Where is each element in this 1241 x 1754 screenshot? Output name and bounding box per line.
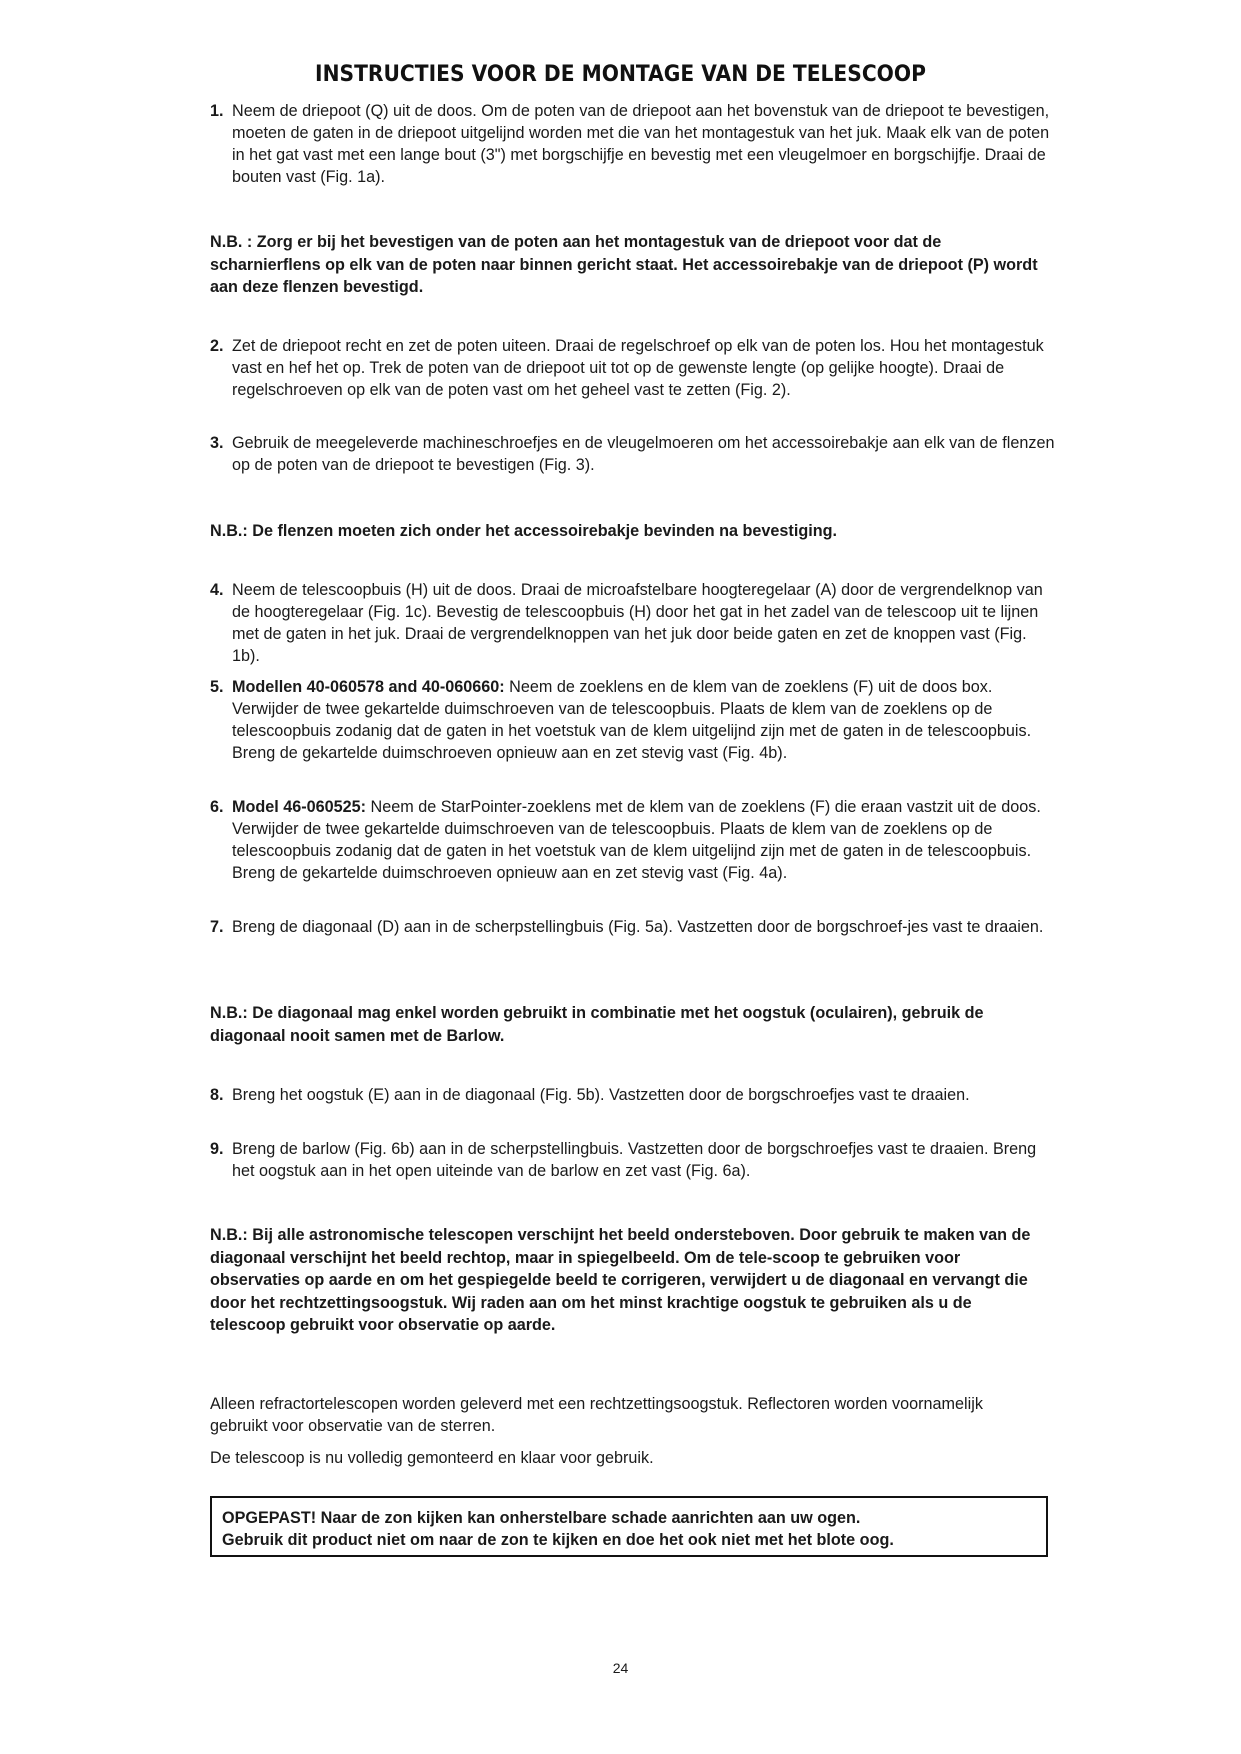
- step-3: [210, 432, 1055, 476]
- step-text: Breng de diagonaal (D) aan in de scherpstellingbuis (Fig. 5a). Vastzetten door de borgschroef-jes vast te draaien.: [232, 918, 1044, 936]
- step-body: Neem de zoeklens en de klem van de zoeklens (F) uit de doos box. Verwijder de twee gekartelde duimschroeven van de telescoopbuis. Plaats de klem van de zoeklens op de telescoopbuis zodanig dat de gaten in het voetstuk van de klem uitgelijnd zijn met de gaten in de telescoopbuis. Breng de gekartelde duimschroeven opnieuw aan en zet stevig vast (Fig. 4b).: [232, 678, 1032, 762]
- note-1: N.B. : Zorg er bij het bevestigen van de poten aan het montagestuk van de driepoot voor dat de scharnierflens op elk van de poten naar binnen gericht staat. Het accessoirebakje van de driepoot (P) wordt aan deze flenzen bevestigd.: [210, 233, 1038, 296]
- note-2: N.B.: De flenzen moeten zich onder het accessoirebakje bevinden na bevestiging.: [210, 522, 837, 540]
- step-5: [210, 676, 1055, 764]
- warning-box: [210, 1496, 1048, 1557]
- step-number: 1.: [210, 102, 224, 120]
- step-text: Neem de driepoot (Q) uit de doos. Om de poten van de driepoot aan het bovenstuk van de driepoot te bevestigen, moeten de gaten in de driepoot uitgelijnd worden met die van het montagestuk van het juk. Maak elk van de poten in het gat vast met een lange bout (3") met borgschijfje en bevestig met een vleugelmoer en borgschijfje. Draai de bouten vast (Fig. 1a).: [232, 102, 1050, 186]
- step-number: 7.: [210, 918, 224, 936]
- step-number: 4.: [210, 581, 224, 599]
- step-1: [210, 100, 1055, 188]
- step-4: [210, 579, 1055, 667]
- model-lead: Model 46-060525:: [232, 798, 367, 816]
- step-text: Breng de barlow (Fig. 6b) aan in de scherpstellingbuis. Vastzetten door de borgschroefjes vast te draaien. Breng het oogstuk aan in het open uiteinde van de barlow en zet vast (Fig. 6a).: [232, 1140, 1037, 1180]
- warning-line-1: OPGEPAST! Naar de zon kijken kan onherstelbare schade aanrichten aan uw ogen.: [222, 1509, 861, 1527]
- paragraph-refractors: Alleen refractortelescopen worden geleverd met een rechtzettingsoogstuk. Reflectoren worden voornamelijk gebruikt voor observatie van de sterren.: [210, 1395, 983, 1435]
- step-text: Breng het oogstuk (E) aan in de diagonaal (Fig. 5b). Vastzetten door de borgschroefjes vast te draaien.: [232, 1086, 970, 1104]
- step-number: 3.: [210, 434, 224, 452]
- step-text: Neem de telescoopbuis (H) uit de doos. Draai de microafstelbare hoogteregelaar (A) door de vergrendelknop van de hoogteregelaar (Fig. 1c). Bevestig de telescoopbuis (H) door het gat in het zadel van de telescoop uit te lijnen met de gaten in het juk. Draai de vergrendelknoppen van het juk door beide gaten en zet de knoppen vast (Fig. 1b).: [232, 581, 1043, 665]
- note-3: N.B.: De diagonaal mag enkel worden gebruikt in combinatie met het oogstuk (oculairen), gebruik de diagonaal nooit samen met de Barlow.: [210, 1004, 984, 1045]
- warning-line-2: Gebruik dit product niet om naar de zon te kijken en doe het ook niet met het blote oog.: [222, 1531, 894, 1549]
- step-number: 6.: [210, 798, 224, 816]
- step-2: [210, 335, 1055, 401]
- model-lead: Modellen 40-060578 and 40-060660:: [232, 678, 505, 696]
- page-title: INSTRUCTIES VOOR DE MONTAGE VAN DE TELESCOOP: [315, 62, 926, 87]
- step-text: Gebruik de meegeleverde machineschroefjes en de vleugelmoeren om het accessoirebakje aan elk van de flenzen op de poten van de driepoot te bevestigen (Fig. 3).: [232, 434, 1055, 474]
- step-text: Zet de driepoot recht en zet de poten uiteen. Draai de regelschroef op elk van de poten los. Hou het montagestuk vast en hef het op. Trek de poten van de driepoot uit tot op de gewenste lengte (op gelijke hoogte). Draai de regelschroeven op elk van de poten vast om het geheel vast te zetten (Fig. 2).: [232, 337, 1044, 399]
- step-number: 5.: [210, 678, 224, 696]
- step-7: [210, 916, 1055, 938]
- step-8: [210, 1084, 1055, 1106]
- note-4: N.B.: Bij alle astronomische telescopen verschijnt het beeld ondersteboven. Door gebruik te maken van de diagonaal verschijnt het beeld rechtop, maar in spiegelbeeld. Om de tele-scoop te gebruiken voor observaties op aarde en om het gespiegelde beeld te corrigeren, verwijdert u de diagonaal en vervangt die door het rechtzettingsoogstuk. Wij raden aan om het minst krachtige oogstuk te gebruiken als u de telescoop gebruikt voor observatie op aarde.: [210, 1226, 1031, 1334]
- step-text: [232, 796, 1055, 884]
- step-number: 2.: [210, 337, 224, 355]
- step-text: [232, 676, 1055, 764]
- step-body: Neem de StarPointer-zoeklens met de klem van de zoeklens (F) die eraan vastzit uit de doos. Verwijder de twee gekartelde duimschroeven van de telescoopbuis. Plaats de klem van de zoeklens op de telescoopbuis zodanig dat de gaten in het voetstuk van de klem uitgelijnd zijn met de gaten in de telescoopbuis. Breng de gekartelde duimschroeven opnieuw aan en zet stevig vast (Fig. 4a).: [232, 798, 1041, 882]
- paragraph-complete: De telescoop is nu volledig gemonteerd en klaar voor gebruik.: [210, 1449, 654, 1467]
- step-number: 8.: [210, 1086, 224, 1104]
- step-9: [210, 1138, 1055, 1182]
- step-number: 9.: [210, 1140, 224, 1158]
- step-6: [210, 796, 1055, 884]
- page-number: 24: [612, 1660, 629, 1676]
